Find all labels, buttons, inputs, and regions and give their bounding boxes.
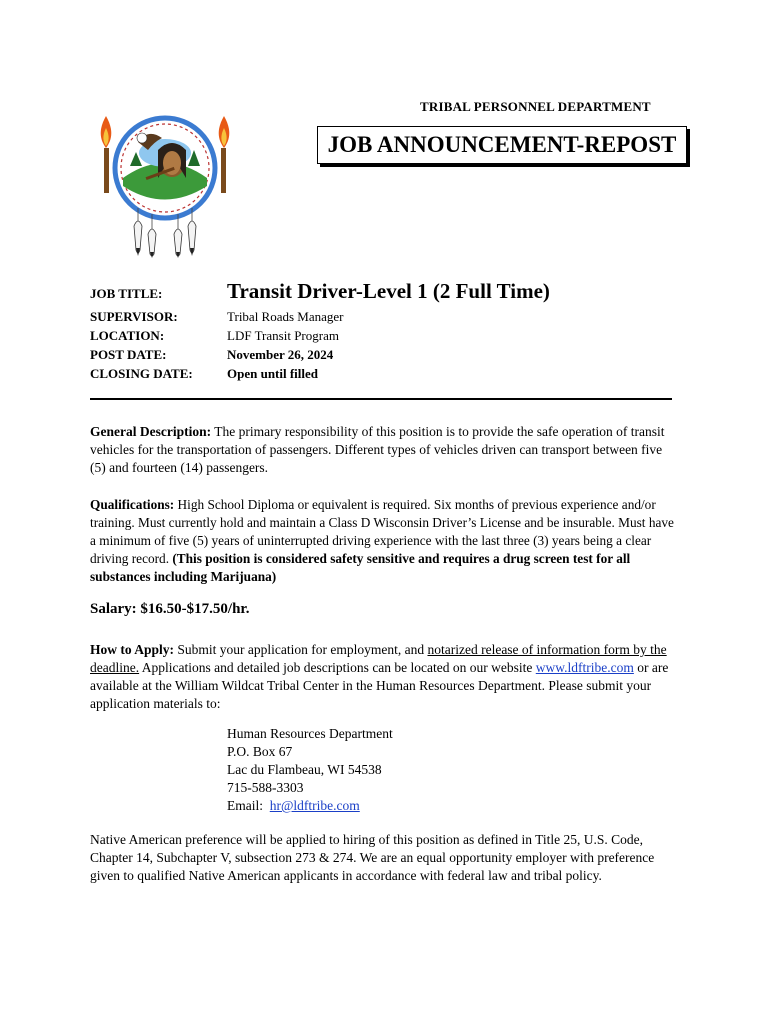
qualifications-text: High School Diploma or equivalent is required. Six months of previous experience and/or training. Must currently hold and maintain a Class D Wisconsin Driver’s License and be insurable. Must have a minimum of five (5) years of uninterrupted driving experience with the last three (3) years being a clear driving record. — [90, 497, 674, 566]
supervisor-value: Tribal Roads Manager — [227, 309, 344, 324]
closing-date-label: CLOSING DATE: — [90, 366, 193, 381]
post-date-label: POST DATE: — [90, 347, 167, 362]
tribal-logo — [90, 108, 240, 258]
qualifications — [90, 496, 680, 586]
location-value: LDF Transit Program — [227, 328, 339, 343]
job-title-label: JOB TITLE: — [90, 286, 163, 301]
address-line-1: Human Resources Department — [227, 726, 393, 741]
general-description — [90, 423, 680, 477]
apply-text-2: Applications and detailed job descriptions can be located on our website — [139, 660, 536, 675]
general-description-text: The primary responsibility of this position is to provide the safe operation of transit vehicles for the transportation of passengers. Different types of vehicles driven can transport between five (5) and fourteen (14) passengers. — [90, 424, 665, 475]
job-title: Transit Driver-Level 1 (2 Full Time) — [227, 279, 550, 303]
post-date-value: November 26, 2024 — [227, 347, 334, 362]
department-heading: TRIBAL PERSONNEL DEPARTMENT — [420, 99, 651, 114]
how-to-apply-label: How to Apply: — [90, 642, 175, 657]
closing-date-value: Open until filled — [227, 366, 319, 381]
announcement-title: JOB ANNOUNCEMENT-REPOST — [317, 126, 687, 164]
apply-text-3: or are available at the William Wildcat Tribal Center in the Human Resources Department. Please submit your application materials to: — [90, 660, 669, 711]
general-description-label: General Description: — [90, 424, 212, 439]
mailing-address — [227, 725, 393, 815]
address-line-2: P.O. Box 67 — [227, 744, 293, 759]
qualifications-label: Qualifications: — [90, 497, 175, 512]
phone-number: 715-588-3303 — [227, 780, 304, 795]
address-line-3: Lac du Flambeau, WI 54538 — [227, 762, 382, 777]
website-link[interactable]: www.ldftribe.com — [535, 660, 634, 675]
safety-sensitive-note: (This position is considered safety sensitive and requires a drug screen test for all substances including Marijuana) — [90, 551, 631, 584]
location-label: LOCATION: — [90, 328, 165, 343]
email-line — [227, 797, 393, 815]
preference-statement: Native American preference will be applied to hiring of this position as defined in Title 25, U.S. Code, Chapter 14, Subchapter V, subsection 273 & 274. We are an equal opportunity employer with preference given to qualified Native American applicants in accordance with federal law and tribal policy. — [90, 832, 655, 883]
how-to-apply — [90, 641, 680, 713]
email-link[interactable]: hr@ldftribe.com — [269, 798, 360, 813]
notarized-release-text: notarized release of information form by the deadline. — [90, 642, 667, 675]
email-label: Email: — [227, 798, 270, 813]
divider — [90, 398, 672, 400]
supervisor-label: SUPERVISOR: — [90, 309, 178, 324]
salary: Salary: $16.50-$17.50/hr. — [90, 601, 250, 617]
apply-text-1: Submit your application for employment, and — [174, 642, 428, 657]
